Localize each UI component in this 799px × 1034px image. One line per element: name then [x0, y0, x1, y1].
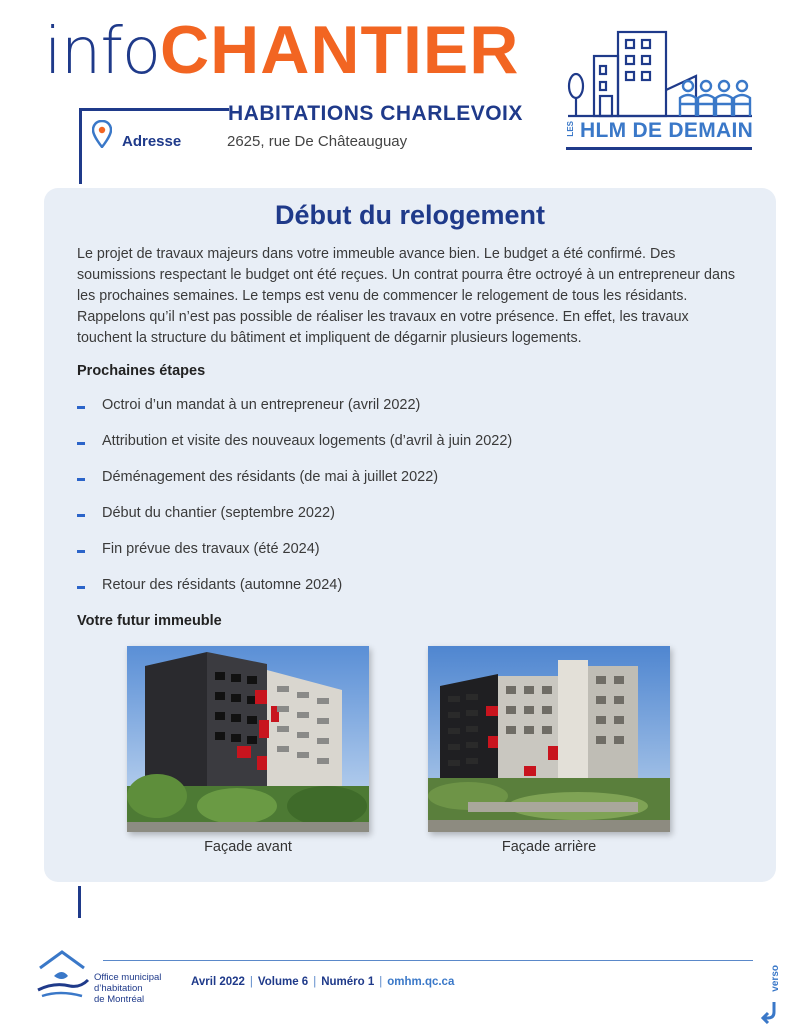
content-panel — [44, 188, 776, 882]
brand-main: CHANTIER — [160, 12, 520, 88]
issue-date: Avril 2022 — [191, 976, 245, 988]
issue-volume: Volume 6 — [257, 976, 309, 988]
step-text: Attribution et visite des nouveaux logements (d’avril à juin 2022) — [102, 433, 513, 449]
list-item — [77, 467, 512, 503]
dash-bullet-icon — [77, 442, 85, 445]
org-name — [94, 972, 184, 1005]
org-name-line: Office municipal — [94, 972, 162, 983]
dash-bullet-icon — [77, 478, 85, 481]
dash-bullet-icon — [77, 406, 85, 409]
step-text: Octroi d’un mandat à un entrepreneur (avril 2022) — [102, 397, 421, 413]
newsletter-brand — [44, 12, 520, 89]
hlm-logo-les: LES — [566, 121, 575, 137]
header-divider-horizontal — [79, 108, 229, 111]
list-item — [77, 503, 512, 539]
website-link[interactable]: omhm.qc.ca — [387, 976, 455, 988]
separator: | — [313, 976, 317, 988]
project-name: HABITATIONS CHARLEVOIX — [228, 102, 523, 125]
future-building-heading: Votre futur immeuble — [77, 613, 222, 629]
list-item — [77, 539, 512, 575]
list-item — [77, 575, 512, 611]
address-value: 2625, rue De Châteauguay — [227, 133, 408, 150]
list-item — [77, 395, 512, 431]
omhm-logo-icon — [34, 946, 90, 1002]
location-pin-icon — [92, 120, 112, 148]
step-text: Fin prévue des travaux (été 2024) — [102, 541, 320, 557]
dash-bullet-icon — [77, 550, 85, 553]
hlm-logo-underline — [566, 147, 752, 150]
hlm-logo-text: HLM DE DEMAIN — [580, 119, 754, 142]
step-text: Début du chantier (septembre 2022) — [102, 505, 335, 521]
step-text: Retour des résidants (automne 2024) — [102, 577, 343, 593]
brand-prefix: info — [44, 15, 161, 89]
verso-label: verso — [770, 965, 781, 992]
footer-divider-vertical — [78, 886, 81, 918]
issue-info — [191, 976, 454, 988]
dash-bullet-icon — [77, 586, 85, 589]
steps-list — [77, 395, 512, 611]
dash-bullet-icon — [77, 514, 85, 517]
turn-page-arrow-icon — [760, 1000, 784, 1024]
back-facade-caption: Façade arrière — [501, 839, 597, 855]
separator: | — [249, 976, 253, 988]
steps-heading: Prochaines étapes — [77, 363, 206, 379]
footer-rule — [103, 960, 753, 961]
header-divider-vertical — [79, 108, 82, 184]
issue-number: Numéro 1 — [321, 976, 375, 988]
front-facade-caption: Façade avant — [204, 839, 292, 855]
section-title: Début du relogement — [274, 200, 545, 230]
address-label: Adresse — [122, 133, 182, 150]
step-text: Déménagement des résidants (de mai à juillet 2022) — [102, 469, 439, 485]
front-facade-image — [127, 646, 369, 832]
org-name-line: de Montréal — [94, 994, 145, 1005]
org-name-line: d’habitation — [94, 983, 143, 994]
intro-paragraph: Le projet de travaux majeurs dans votre immeuble avance bien. Le budget a été confirmé. Des soumissions respectant le budget ont été reçues. Un contrat pourra être octroyé à un entrepreneur dans les prochaines semaines. Le temps est venu de commencer le relogement de tous les résidants. Rappelons qu’il n’est pas possible de réaliser les travaux en votre présence. En effet, les travaux touchent la structure du bâtiment et impliquent de dégarnir plusieurs logements. — [77, 246, 736, 346]
back-facade-image — [428, 646, 670, 832]
list-item — [77, 431, 512, 467]
separator: | — [379, 976, 383, 988]
